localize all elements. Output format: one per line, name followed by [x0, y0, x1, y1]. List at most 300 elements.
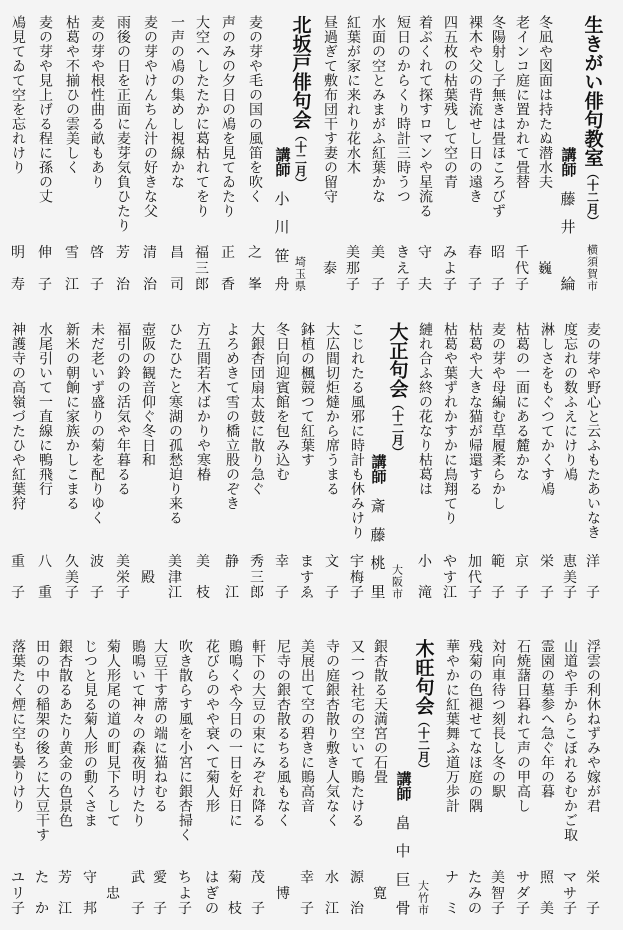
- haiku-column: [412, 305, 438, 615]
- name-char: 子: [65, 585, 79, 601]
- haiku-column: [509, 0, 535, 305]
- haiku-column: [319, 615, 345, 930]
- name-char: 明: [11, 245, 25, 261]
- lecturer-name: [269, 192, 295, 292]
- haiku-text: 浮雲の利休ねずみや嫁が君: [585, 639, 601, 813]
- haiku-column: [189, 0, 215, 305]
- name-char: 宇: [350, 554, 364, 570]
- haiku-text: 神護寺の高嶺づたひや紅葉狩: [10, 322, 26, 511]
- haiku-author: [190, 555, 216, 600]
- haiku-column: [532, 0, 558, 305]
- haiku-author: [437, 246, 463, 292]
- name-char: 江: [225, 585, 239, 601]
- name-char: 芳: [116, 245, 130, 261]
- name-char: 幸: [275, 554, 289, 570]
- haiku-author: [110, 555, 136, 600]
- section-title-block: [414, 639, 433, 775]
- haiku-text: 鵙鳴いて神々の森夜明けたり: [130, 639, 146, 828]
- name-char: 栄: [540, 554, 554, 570]
- haiku-column: [580, 615, 606, 930]
- haiku-text: 大銀杏団扇太鼓に散り急ぐ: [249, 322, 265, 496]
- haiku-text: 菊人形尾の道の町見下ろして: [105, 639, 121, 828]
- name-char: 子: [350, 585, 364, 601]
- haiku-author: [344, 871, 370, 916]
- haiku-author: [189, 246, 215, 292]
- name-char: す: [443, 569, 457, 586]
- haiku-column: [110, 305, 136, 615]
- haiku-column: [5, 305, 31, 615]
- section-title-block: [583, 15, 602, 227]
- haiku-text: 華やかに紅葉舞ふ道万歩計: [444, 639, 460, 813]
- haiku-text: 裸木や父の背流せし日の遠き: [467, 15, 483, 204]
- section-location: 大竹市: [416, 880, 430, 916]
- haiku-author: [580, 871, 606, 916]
- haiku-text: 鵙鳴くや今日の一日を好日に: [227, 639, 243, 828]
- section-month: （十二月）: [293, 129, 308, 189]
- haiku-column: [77, 615, 103, 930]
- haiku-text: 花びらのやや衰へて菊人形: [204, 639, 220, 813]
- name-char: ゑ: [300, 585, 314, 601]
- lecturer: [555, 0, 581, 305]
- name-char: 美: [65, 569, 79, 586]
- haiku-author: [84, 246, 110, 292]
- name-char: 里: [370, 582, 386, 601]
- name-char: ま: [300, 554, 314, 570]
- haiku-text: 声のみの夕日の鳰を見てゐたり: [220, 15, 236, 218]
- haiku-author: [294, 871, 320, 916]
- name-char: 子: [178, 901, 192, 917]
- haiku-column: [245, 615, 271, 930]
- haiku-author: [485, 555, 511, 600]
- name-char: 江: [65, 277, 79, 293]
- haiku-column: [365, 0, 391, 305]
- name-char: 智: [491, 885, 505, 902]
- name-char: 藤: [560, 190, 576, 208]
- haiku-text: 山道や手からこぼれるむかご取: [562, 639, 578, 842]
- name-char: 啓: [90, 245, 104, 261]
- band-top: [0, 0, 623, 305]
- haiku-text: 方五間若木ばかりや寒椿: [195, 322, 211, 482]
- name-char: 郎: [250, 585, 264, 601]
- name-char: 枝: [196, 585, 210, 601]
- name-char: 津: [168, 569, 182, 586]
- name-char: 子: [325, 585, 339, 601]
- name-char: 江: [58, 901, 72, 917]
- haiku-author: [59, 246, 85, 292]
- haiku-column: [485, 615, 511, 930]
- name-char: 正: [221, 245, 235, 261]
- haiku-author: [437, 555, 463, 600]
- haiku-column: [59, 0, 85, 305]
- name-char: 博: [276, 885, 290, 902]
- name-char: 川: [274, 218, 290, 237]
- name-char: 子: [396, 277, 410, 293]
- haiku-column: [162, 305, 188, 615]
- name-char: ち: [178, 870, 192, 886]
- haiku-column: [340, 0, 366, 305]
- haiku-text: 紅葉が家に来れり花水木: [345, 15, 361, 175]
- name-char: た: [35, 870, 49, 886]
- name-char: 栄: [586, 870, 600, 886]
- haiku-text: 軒下の大豆の束にみぞれ降る: [250, 639, 266, 828]
- name-char: 子: [90, 277, 104, 293]
- name-char: 美: [371, 245, 385, 261]
- haiku-author: [199, 871, 225, 916]
- haiku-column: [485, 0, 511, 305]
- name-char: 寿: [11, 277, 25, 293]
- haiku-author: [534, 871, 560, 916]
- name-char: 香: [221, 277, 235, 293]
- name-char: 照: [540, 870, 554, 886]
- haiku-author: [52, 871, 78, 916]
- haiku-author: [270, 871, 296, 916]
- haiku-author: [462, 871, 488, 916]
- haiku-text: 麦の芽や見上げる程に孫の丈: [37, 15, 53, 204]
- haiku-author: [462, 555, 488, 600]
- haiku-author: [244, 555, 270, 600]
- haiku-author: [84, 555, 110, 600]
- name-char: 秀: [250, 554, 264, 570]
- haiku-column: [462, 0, 488, 305]
- haiku-author: [509, 246, 535, 292]
- haiku-author: [32, 246, 58, 292]
- name-char: 司: [170, 277, 184, 293]
- haiku-text: ひたひたと寒湖の孤愁迫り来る: [167, 322, 183, 525]
- name-char: 子: [346, 277, 360, 293]
- lecturer-label: 講師: [273, 147, 292, 177]
- haiku-column: [100, 615, 126, 930]
- name-char: 治: [350, 901, 364, 917]
- haiku-text: 四五枚の枯葉残して空の青: [442, 15, 458, 189]
- haiku-text: 福引の鈴の活気や年暮るる: [115, 322, 131, 496]
- haiku-text: 昼過ぎて敷布団干す妻の留守: [322, 15, 338, 204]
- haiku-column: [84, 0, 110, 305]
- haiku-text: 石焼藷日暮れて声の甲高し: [515, 639, 531, 813]
- haiku-author: [365, 246, 391, 292]
- name-char: 栄: [116, 569, 130, 586]
- haiku-text: 縺れ合ふ終の花なり枯葛は: [417, 322, 433, 496]
- haiku-author: [439, 871, 465, 916]
- name-char: 子: [468, 585, 482, 601]
- name-char: 幸: [300, 870, 314, 886]
- name-char: 枝: [228, 901, 242, 917]
- haiku-author: [162, 555, 188, 600]
- haiku-author: [317, 246, 343, 292]
- haiku-text: 冬陽射し子無きは畳ほころびず: [490, 15, 506, 218]
- name-char: 春: [468, 245, 482, 261]
- haiku-author: [5, 555, 31, 600]
- haiku-text: 麦の芽や根性曲る畝もあり: [89, 15, 105, 189]
- haiku-author: [509, 555, 535, 600]
- name-char: 菊: [228, 870, 242, 886]
- name-char: 滝: [418, 585, 432, 601]
- name-char: の: [468, 901, 482, 917]
- name-char: 江: [168, 585, 182, 601]
- haiku-column: [110, 0, 136, 305]
- haiku-author: [532, 246, 558, 292]
- name-char: や: [443, 554, 457, 570]
- haiku-column: [190, 305, 216, 615]
- name-char: 美: [540, 901, 554, 917]
- name-char: 子: [491, 901, 505, 917]
- section-title: 生きがい俳句教室: [581, 15, 604, 167]
- haiku-author: [534, 555, 560, 600]
- name-char: 美: [346, 245, 360, 261]
- haiku-column: [557, 615, 583, 930]
- haiku-text: 霊園の墓参へ急ぐ年の暮: [539, 639, 555, 799]
- name-char: 巍: [538, 261, 552, 277]
- haiku-column: [294, 305, 320, 615]
- haiku-column: [135, 305, 161, 615]
- name-char: 千: [515, 245, 529, 261]
- name-char: す: [300, 569, 314, 586]
- haiku-author: [29, 871, 55, 916]
- name-char: 子: [491, 585, 505, 601]
- name-char: 畠: [395, 814, 411, 832]
- name-char: 茂: [251, 870, 265, 886]
- name-char: 守: [418, 245, 432, 261]
- name-char: 子: [251, 901, 265, 917]
- haiku-text: 冬凪や図面は持たぬ潜水夫: [537, 15, 553, 189]
- haiku-author: [510, 871, 536, 916]
- name-char: 治: [143, 277, 157, 293]
- name-char: き: [396, 245, 410, 261]
- haiku-author: [294, 555, 320, 600]
- haiku-author: [59, 555, 85, 600]
- name-char: 静: [225, 554, 239, 570]
- name-char: 井: [560, 218, 576, 237]
- name-char: 昌: [170, 245, 184, 261]
- haiku-column: [219, 305, 245, 615]
- name-char: よ: [443, 261, 457, 277]
- haiku-author: [245, 871, 271, 916]
- name-char: 子: [275, 585, 289, 601]
- name-char: 桃: [370, 554, 386, 573]
- haiku-column: [32, 0, 58, 305]
- haiku-column: [462, 615, 488, 930]
- name-char: 美: [196, 554, 210, 570]
- haiku-text: 鉢植の楓競つて紅葉す: [299, 322, 315, 467]
- name-char: 巨: [395, 870, 411, 889]
- haiku-author: [5, 246, 31, 292]
- name-char: ミ: [445, 901, 459, 917]
- name-char: 子: [38, 277, 52, 293]
- name-char: 水: [325, 870, 339, 886]
- name-char: 美: [491, 870, 505, 886]
- name-char: 泰: [323, 261, 337, 277]
- name-char: 子: [586, 585, 600, 601]
- name-char: み: [443, 245, 457, 261]
- name-char: 京: [515, 554, 529, 570]
- haiku-author: [135, 555, 161, 600]
- haiku-author: [412, 555, 438, 600]
- haiku-column: [439, 615, 465, 930]
- section-location: 大阪市: [390, 564, 404, 600]
- name-char: 子: [116, 585, 130, 601]
- haiku-column: [294, 615, 320, 930]
- name-char: 芳: [58, 870, 72, 886]
- haiku-column: [580, 305, 606, 615]
- haiku-column: [269, 305, 295, 615]
- name-char: 三: [250, 569, 264, 586]
- lecturer-label: 講師: [369, 454, 388, 484]
- haiku-text: 鳰見てゐて空を忘れけり: [10, 15, 26, 175]
- name-char: 加: [468, 554, 482, 570]
- name-char: マ: [563, 870, 577, 886]
- haiku-author: [242, 246, 268, 292]
- section-title: 木旺句会: [412, 639, 435, 715]
- haiku-column: [557, 305, 583, 615]
- haiku-column: [125, 615, 151, 930]
- haiku-column: [5, 615, 31, 930]
- haiku-text: 一声の鳰の集めし視線かな: [169, 15, 185, 189]
- section-month: （十二月）: [416, 715, 431, 775]
- haiku-author: [557, 871, 583, 916]
- name-char: 子: [586, 901, 600, 917]
- name-char: 子: [540, 585, 554, 601]
- haiku-column: [5, 0, 31, 305]
- haiku-author: [215, 246, 241, 292]
- name-char: 源: [350, 870, 364, 886]
- name-char: 子: [11, 901, 25, 917]
- haiku-text: 着ぶくれて探すロマンや星流る: [417, 15, 433, 218]
- name-char: 守: [83, 870, 97, 886]
- name-char: 重: [38, 585, 52, 601]
- name-char: 美: [563, 569, 577, 586]
- haiku-column: [242, 0, 268, 305]
- haiku-column: [534, 615, 560, 930]
- section-location: 横須賀市: [585, 244, 599, 292]
- haiku-text: 雨後の日を正面に麦芽気負ひたり: [115, 15, 131, 233]
- haiku-column: [390, 0, 416, 305]
- haiku-column: [344, 615, 370, 930]
- haiku-author: [557, 555, 583, 600]
- name-char: 江: [443, 585, 457, 601]
- section-title: 北坂戸俳句会: [289, 15, 312, 129]
- name-char: 子: [11, 585, 25, 601]
- name-char: サ: [516, 870, 530, 886]
- haiku-author: [32, 555, 58, 600]
- haiku-column: [244, 305, 270, 615]
- name-char: 久: [65, 554, 79, 570]
- name-char: か: [35, 901, 49, 917]
- name-char: 子: [153, 901, 167, 917]
- haiku-column: [215, 0, 241, 305]
- name-char: 重: [11, 554, 25, 570]
- name-char: た: [468, 870, 482, 886]
- name-char: 骨: [395, 898, 411, 917]
- name-char: 恵: [563, 554, 577, 570]
- section-title: 大正句会: [386, 322, 409, 398]
- haiku-text: 枯葛の一面にある麓かな: [514, 322, 530, 482]
- haiku-column: [164, 0, 190, 305]
- name-char: 子: [443, 277, 457, 293]
- name-char: 梅: [350, 569, 364, 586]
- name-char: 藤: [370, 525, 386, 544]
- haiku-author: [269, 555, 295, 600]
- haiku-text: 寺の庭銀杏散り敷き人気なく: [324, 639, 340, 828]
- haiku-author: [5, 871, 31, 916]
- name-char: 子: [515, 277, 529, 293]
- name-char: 治: [116, 277, 130, 293]
- haiku-column: [367, 615, 393, 930]
- haiku-column: [84, 305, 110, 615]
- section-month: （十二月）: [390, 398, 405, 458]
- name-char: 夫: [418, 277, 432, 293]
- haiku-column: [510, 615, 536, 930]
- name-char: リ: [11, 885, 25, 902]
- haiku-text: 麦の芽やけんちん汁の好きな父: [142, 15, 158, 218]
- name-char: 愛: [153, 870, 167, 886]
- name-char: 子: [468, 277, 482, 293]
- haiku-text: 淋しさをもぐつてかくす鳰: [539, 322, 555, 496]
- haiku-text: 水尾引いて一直線に鴨飛行: [37, 322, 53, 496]
- name-char: み: [468, 885, 482, 902]
- name-char: 峯: [248, 277, 262, 293]
- name-char: 八: [38, 554, 52, 570]
- haiku-text: こじれたる風邪に時計も休みけり: [349, 322, 365, 540]
- haiku-column: [437, 0, 463, 305]
- name-char: 舟: [274, 274, 290, 293]
- haiku-author: [367, 871, 393, 916]
- lecturer-name: [555, 192, 581, 292]
- name-char: 洋: [586, 554, 600, 570]
- haiku-text: 麦の芽や野心と云ふもたあいなき: [585, 322, 601, 540]
- name-char: 波: [90, 554, 104, 570]
- haiku-text: 落葉たく煙に空も曇りけり: [10, 639, 26, 813]
- name-char: 笹: [274, 246, 290, 265]
- lecturer-name: [390, 816, 416, 916]
- name-char: 文: [325, 554, 339, 570]
- haiku-column: [317, 0, 343, 305]
- haiku-author: [390, 246, 416, 292]
- name-char: 之: [248, 245, 262, 261]
- haiku-text: 麦の芽や毛の国の風笛を吹く: [247, 15, 263, 204]
- name-char: 美: [116, 554, 130, 570]
- name-char: 清: [143, 245, 157, 261]
- section-location: 埼玉県: [293, 256, 307, 292]
- haiku-author: [319, 555, 345, 600]
- haiku-text: 又一つ社宅の空いて鵙たける: [349, 639, 365, 828]
- haiku-author: [172, 871, 198, 916]
- haiku-author: [125, 871, 151, 916]
- haiku-text: 未だ老いず盛りの菊を配りゆく: [89, 322, 105, 525]
- haiku-author: [580, 555, 606, 600]
- name-char: 中: [395, 842, 411, 861]
- haiku-author: [462, 246, 488, 292]
- name-char: 子: [300, 901, 314, 917]
- name-char: ぎ: [205, 885, 219, 902]
- name-char: ナ: [445, 870, 459, 886]
- haiku-text: 新米の朝餉に家族かしこまる: [64, 322, 80, 511]
- haiku-text: 老インコ庭に置かれて畳替: [514, 15, 530, 189]
- haiku-author: [485, 871, 511, 916]
- band-bottom: [0, 615, 623, 930]
- haiku-text: 短日のからくり時計三時うつ: [395, 15, 411, 204]
- name-char: 昭: [491, 245, 505, 261]
- name-char: 子: [371, 277, 385, 293]
- name-char: は: [205, 870, 219, 886]
- haiku-text: 枯葛や大きな猫が帰還する: [467, 322, 483, 496]
- haiku-column: [270, 615, 296, 930]
- haiku-text: 吹き散らす風を小宮に銀杏掃く: [177, 639, 193, 842]
- name-char: 忠: [106, 885, 120, 902]
- haiku-text: 冬日向迎賓館を包み込む: [274, 322, 290, 482]
- haiku-column: [319, 305, 345, 615]
- haiku-text: じつと見る菊人形の動くさま: [82, 639, 98, 828]
- name-char: 邦: [83, 901, 97, 917]
- name-char: 子: [90, 585, 104, 601]
